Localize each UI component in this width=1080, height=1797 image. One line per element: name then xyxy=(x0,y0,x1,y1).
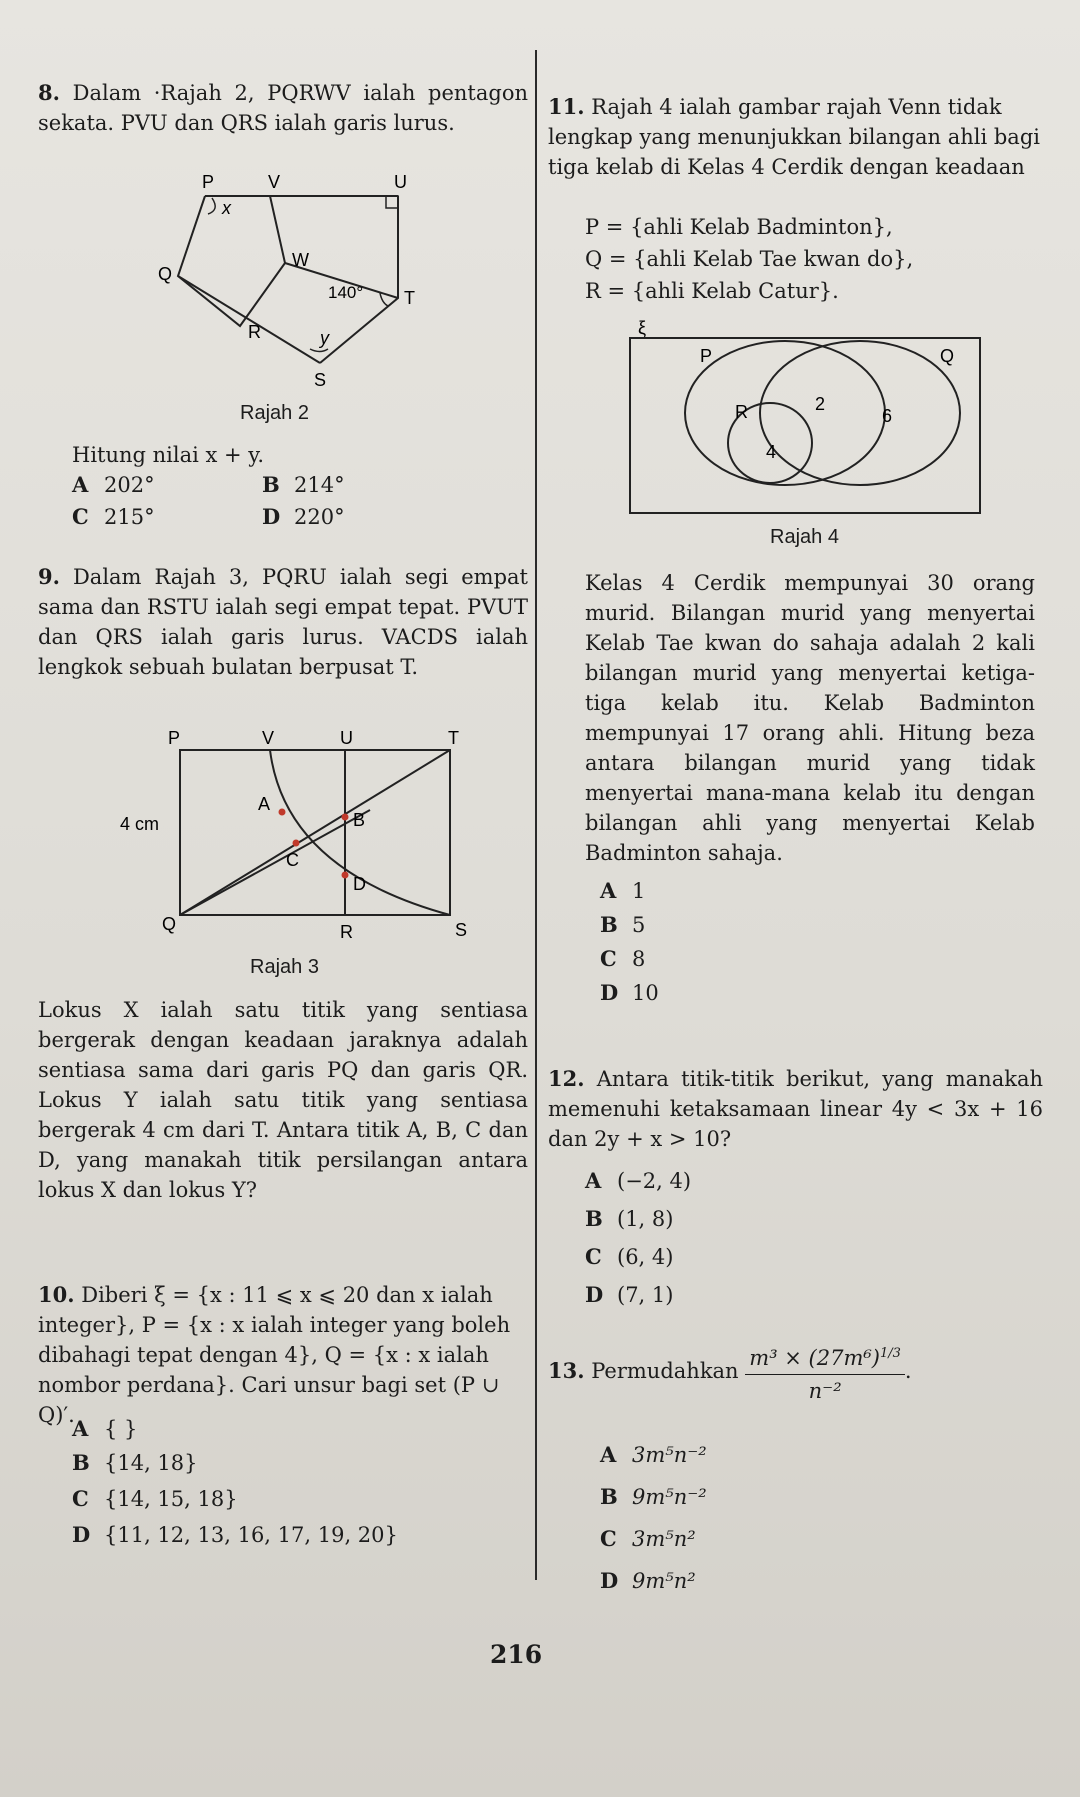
svg-text:Q: Q xyxy=(162,914,177,934)
label-y: y xyxy=(320,328,329,348)
option-B[interactable]: B {14, 18} xyxy=(72,1450,198,1475)
set-P: P = {ahli Kelab Badminton}, xyxy=(585,215,893,239)
question-10: 10. Diberi ξ = {x : 11 ⩽ x ⩽ 20 dan x ialah integer}, P = {x : x ialah integer yang boleh dibahagi tepat dengan 4}, Q = {x : x ialah nombor perdana}. Cari unsur bagi set (P ∪ Q)′. xyxy=(38,1282,511,1427)
set-R: R = {ahli Kelab Catur}. xyxy=(585,279,839,303)
question-8 xyxy=(38,78,528,138)
option-B[interactable]: B (1, 8) xyxy=(585,1206,674,1231)
option-C[interactable]: C 3m⁵n² xyxy=(600,1526,696,1551)
svg-text:T: T xyxy=(448,730,459,748)
svg-text:P: P xyxy=(700,346,713,366)
option-B[interactable]: B 9m⁵n⁻² xyxy=(600,1484,707,1509)
question-9-text2: Lokus X ialah satu titik yang sentiasa bergerak dengan keadaan jaraknya adalah sentiasa sama dari garis PQ dan garis QR. Lokus Y ialah satu titik yang sentiasa bergerak 4 cm dari T. Antara titik A, B, C dan D, yang manakah titik persilangan antara lokus X dan lokus Y? xyxy=(38,998,528,1202)
option-C[interactable]: C 8 xyxy=(600,946,646,971)
option-D[interactable]: D 9m⁵n² xyxy=(600,1568,696,1593)
svg-text:V: V xyxy=(262,730,275,748)
option-A[interactable]: A 3m⁵n⁻² xyxy=(600,1442,707,1467)
option-A[interactable]: A 202° xyxy=(72,472,155,497)
option-C[interactable]: C (6, 4) xyxy=(585,1244,674,1269)
option-D[interactable]: D 220° xyxy=(262,504,345,529)
label-R: R xyxy=(248,322,261,342)
question-12: 12. Antara titik-titik berikut, yang manakah memenuhi ketaksamaan linear 4y < 3x + 16 dan 2y + x > 10? xyxy=(548,1066,1043,1151)
svg-text:U: U xyxy=(340,730,353,748)
question-text: Dalam ·Rajah 2, PQRWV ialah pentagon sekata. PVU dan QRS ialah garis lurus. xyxy=(38,81,528,135)
page-number: 216 xyxy=(490,1640,543,1669)
question-9: 9. Dalam Rajah 3, PQRU ialah segi empat sama dan RSTU ialah segi empat tepat. PVUT dan QRS ialah garis lurus. VACDS ialah lengkok sebuah bulatan berpusat T. xyxy=(38,564,528,679)
question-text: Dalam Rajah 3, PQRU ialah segi empat sama dan RSTU ialah segi empat tepat. PVUT dan QRS ialah garis lurus. VACDS ialah lengkok sebuah bulatan berpusat T. xyxy=(38,565,528,679)
svg-text:D: D xyxy=(353,874,366,894)
label-T: T xyxy=(404,288,415,308)
option-C[interactable]: C 215° xyxy=(72,504,155,529)
option-D[interactable]: D {11, 12, 13, 16, 17, 19, 20} xyxy=(72,1522,398,1547)
label-S: S xyxy=(314,370,327,390)
svg-text:P: P xyxy=(168,730,181,748)
label-x: x xyxy=(222,198,231,218)
question-13: 13. Permudahkan $\frac{m^3 \times (27m^6)^{1/3}}{\text{n⁻²}}$ . xyxy=(548,1340,1048,1405)
column-divider xyxy=(535,50,537,1580)
question-11: 11. Rajah 4 ialah gambar rajah Venn tidak lengkap yang menunjukkan bilangan ahli bagi tiga kelab di Kelas 4 Cerdik dengan keadaan xyxy=(548,94,1040,179)
label-angle: 140° xyxy=(328,283,364,302)
label-P: P xyxy=(202,172,215,192)
svg-text:Q: Q xyxy=(940,346,955,366)
label-Q: Q xyxy=(158,264,173,284)
option-A[interactable]: A 1 xyxy=(600,878,646,903)
figure-caption: Rajah 4 xyxy=(770,526,839,548)
figure-caption: Rajah 2 xyxy=(240,402,309,424)
svg-text:R: R xyxy=(340,922,353,942)
option-B[interactable]: B 5 xyxy=(600,912,646,937)
svg-text:6: 6 xyxy=(882,406,893,426)
label-V: V xyxy=(268,172,281,192)
label-U: U xyxy=(394,172,407,192)
label-W: W xyxy=(292,250,309,270)
svg-text:ξ: ξ xyxy=(638,318,647,338)
figure-caption: Rajah 3 xyxy=(250,956,319,978)
option-D[interactable]: D (7, 1) xyxy=(585,1282,674,1307)
fraction-expression: $\frac{m^3 \times (27m^6)^{1/3}}{\text{n⁻²}}$ xyxy=(745,1340,905,1405)
svg-text:4 cm: 4 cm xyxy=(120,814,160,834)
svg-text:S: S xyxy=(455,920,468,940)
svg-text:2: 2 xyxy=(815,394,826,414)
figure-venn xyxy=(620,318,990,518)
option-D[interactable]: D 10 xyxy=(600,980,659,1005)
svg-text:4: 4 xyxy=(766,442,777,462)
svg-text:R: R xyxy=(735,402,748,422)
question-number: 8. xyxy=(38,80,60,105)
set-Q: Q = {ahli Kelab Tae kwan do}, xyxy=(585,247,914,271)
question-11-text2: Kelas 4 Cerdik mempunyai 30 orang murid. Bilangan murid yang menyertai Kelab Tae kwan do sahaja adalah 2 kali bilangan murid yang menyertai ketiga-tiga kelab itu. Kelab Badminton mempunyai 17 orang ahli. Hitung beza antara bilangan murid yang tidak menyertai mana-mana kelab itu dengan bilangan ahli yang menyertai Kelab Badminton sahaja. xyxy=(585,571,1035,865)
option-B[interactable]: B 214° xyxy=(262,472,345,497)
svg-text:B: B xyxy=(353,810,366,830)
question-prompt: Hitung nilai x + y. xyxy=(72,443,265,467)
figure-rajah-3 xyxy=(100,730,480,950)
svg-text:A: A xyxy=(258,794,271,814)
svg-text:C: C xyxy=(286,850,299,870)
option-A[interactable]: A (−2, 4) xyxy=(585,1168,692,1193)
option-A[interactable]: A { } xyxy=(72,1416,138,1441)
option-C[interactable]: C {14, 15, 18} xyxy=(72,1486,238,1511)
figure-rajah-2 xyxy=(150,168,420,418)
